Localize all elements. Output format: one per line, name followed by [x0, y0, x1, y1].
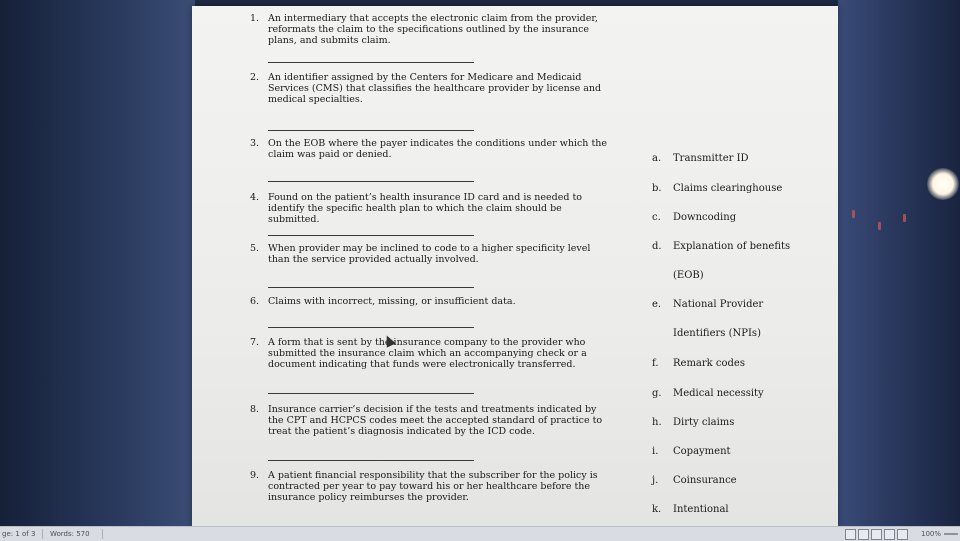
option-letter: c.	[652, 212, 661, 223]
print-layout-view-icon[interactable]	[845, 529, 856, 540]
option-text: Transmitter ID	[673, 153, 749, 164]
background-right	[838, 0, 960, 526]
status-separator	[102, 529, 103, 539]
option-letter: i.	[652, 446, 659, 457]
question-number: 2.	[250, 72, 260, 83]
background-left	[0, 0, 195, 526]
option-text: Copayment	[673, 446, 731, 457]
answer-blank-1[interactable]	[268, 62, 474, 63]
option-letter: b.	[652, 183, 662, 194]
option-text: Remark codes	[673, 358, 745, 369]
option-h	[652, 417, 734, 429]
light-glare	[927, 168, 959, 200]
answer-blank-2[interactable]	[268, 130, 474, 131]
question-number: 4.	[250, 192, 260, 203]
draft-view-icon[interactable]	[897, 529, 908, 540]
option-letter: e.	[652, 299, 662, 310]
full-screen-view-icon[interactable]	[858, 529, 869, 540]
option-letter: j.	[652, 475, 659, 486]
option-d-continued	[673, 270, 704, 282]
status-bar	[0, 526, 960, 541]
background-speck	[878, 222, 881, 230]
option-j	[652, 475, 737, 487]
option-f	[652, 358, 745, 370]
option-letter: g.	[652, 388, 662, 399]
question-text: Found on the patient’s health insurance ID card and is needed to identify the specific health plan to which the claim should be submitted.	[268, 192, 583, 225]
question-number: 1.	[250, 13, 260, 24]
background-speck	[903, 214, 906, 222]
question-number: 6.	[250, 296, 260, 307]
question-text: A patient financial responsibility that the subscriber for the policy is contracted per year to pay toward his or her healthcare before the insurance policy reimburses the provider.	[268, 470, 598, 503]
question-text: An identifier assigned by the Centers for Medicare and Medicaid Services (CMS) that classifies the healthcare provider by license and medical specialties.	[268, 72, 602, 105]
answer-blank-7[interactable]	[268, 393, 474, 394]
option-c	[652, 212, 736, 224]
option-text: Coinsurance	[673, 475, 737, 486]
option-text: Identifiers (NPIs)	[673, 328, 761, 339]
option-letter: h.	[652, 417, 662, 428]
question-text: Claims with incorrect, missing, or insufficient data.	[268, 296, 516, 307]
status-separator	[42, 529, 43, 539]
question-text: On the EOB where the payer indicates the conditions under which the claim was paid or denied.	[268, 138, 608, 160]
option-e-continued	[673, 328, 761, 340]
option-g	[652, 388, 764, 400]
option-i	[652, 446, 731, 458]
zoom-slider[interactable]	[944, 533, 958, 535]
option-text: National Provider	[673, 299, 764, 310]
option-text: (EOB)	[673, 270, 704, 281]
question-text: A form that is sent by the insurance company to the provider who submitted the insurance claim which an accompanying check or a document indicating that funds were electronically transferred.	[268, 337, 587, 370]
word-count[interactable]: Words: 570	[50, 530, 90, 538]
option-b	[652, 183, 782, 195]
question-text: An intermediary that accepts the electronic claim from the provider, reformats the claim to the specifications outlined by the insurance plans, and submits claim.	[268, 13, 598, 46]
answer-blank-6[interactable]	[268, 327, 474, 328]
zoom-level[interactable]: 100%	[921, 530, 942, 538]
question-number: 8.	[250, 404, 260, 415]
option-k	[652, 504, 729, 516]
question-number: 5.	[250, 243, 260, 254]
question-number: 7.	[250, 337, 260, 348]
option-letter: f.	[652, 358, 659, 369]
answer-blank-5[interactable]	[268, 287, 474, 288]
answer-blank-3[interactable]	[268, 181, 474, 182]
option-letter: d.	[652, 241, 662, 252]
question-text: When provider may be inclined to code to a higher specificity level than the service provided actually involved.	[268, 243, 591, 265]
background-speck	[852, 210, 855, 218]
question-number: 3.	[250, 138, 260, 149]
option-letter: a.	[652, 153, 662, 164]
option-e	[652, 299, 763, 311]
option-text: Claims clearinghouse	[673, 183, 783, 194]
question-text: Insurance carrier’s decision if the tests and treatments indicated by the CPT and HCPCS codes meet the accepted standard of practice to treat the patient’s diagnosis indicated by the ICD code.	[268, 404, 603, 437]
document-page[interactable]	[192, 6, 838, 528]
option-text: Explanation of benefits	[673, 241, 791, 252]
option-text: Dirty claims	[673, 417, 735, 428]
question-number: 9.	[250, 470, 260, 481]
option-letter: k.	[652, 504, 662, 515]
answer-blank-4[interactable]	[268, 235, 474, 236]
page-count[interactable]: ge: 1 of 3	[2, 530, 36, 538]
option-text: Downcoding	[673, 212, 737, 223]
outline-view-icon[interactable]	[884, 529, 895, 540]
option-a	[652, 153, 749, 165]
option-d	[652, 241, 790, 253]
answer-blank-8[interactable]	[268, 460, 474, 461]
option-text: Intentional	[673, 504, 729, 515]
web-layout-view-icon[interactable]	[871, 529, 882, 540]
option-text: Medical necessity	[673, 388, 764, 399]
